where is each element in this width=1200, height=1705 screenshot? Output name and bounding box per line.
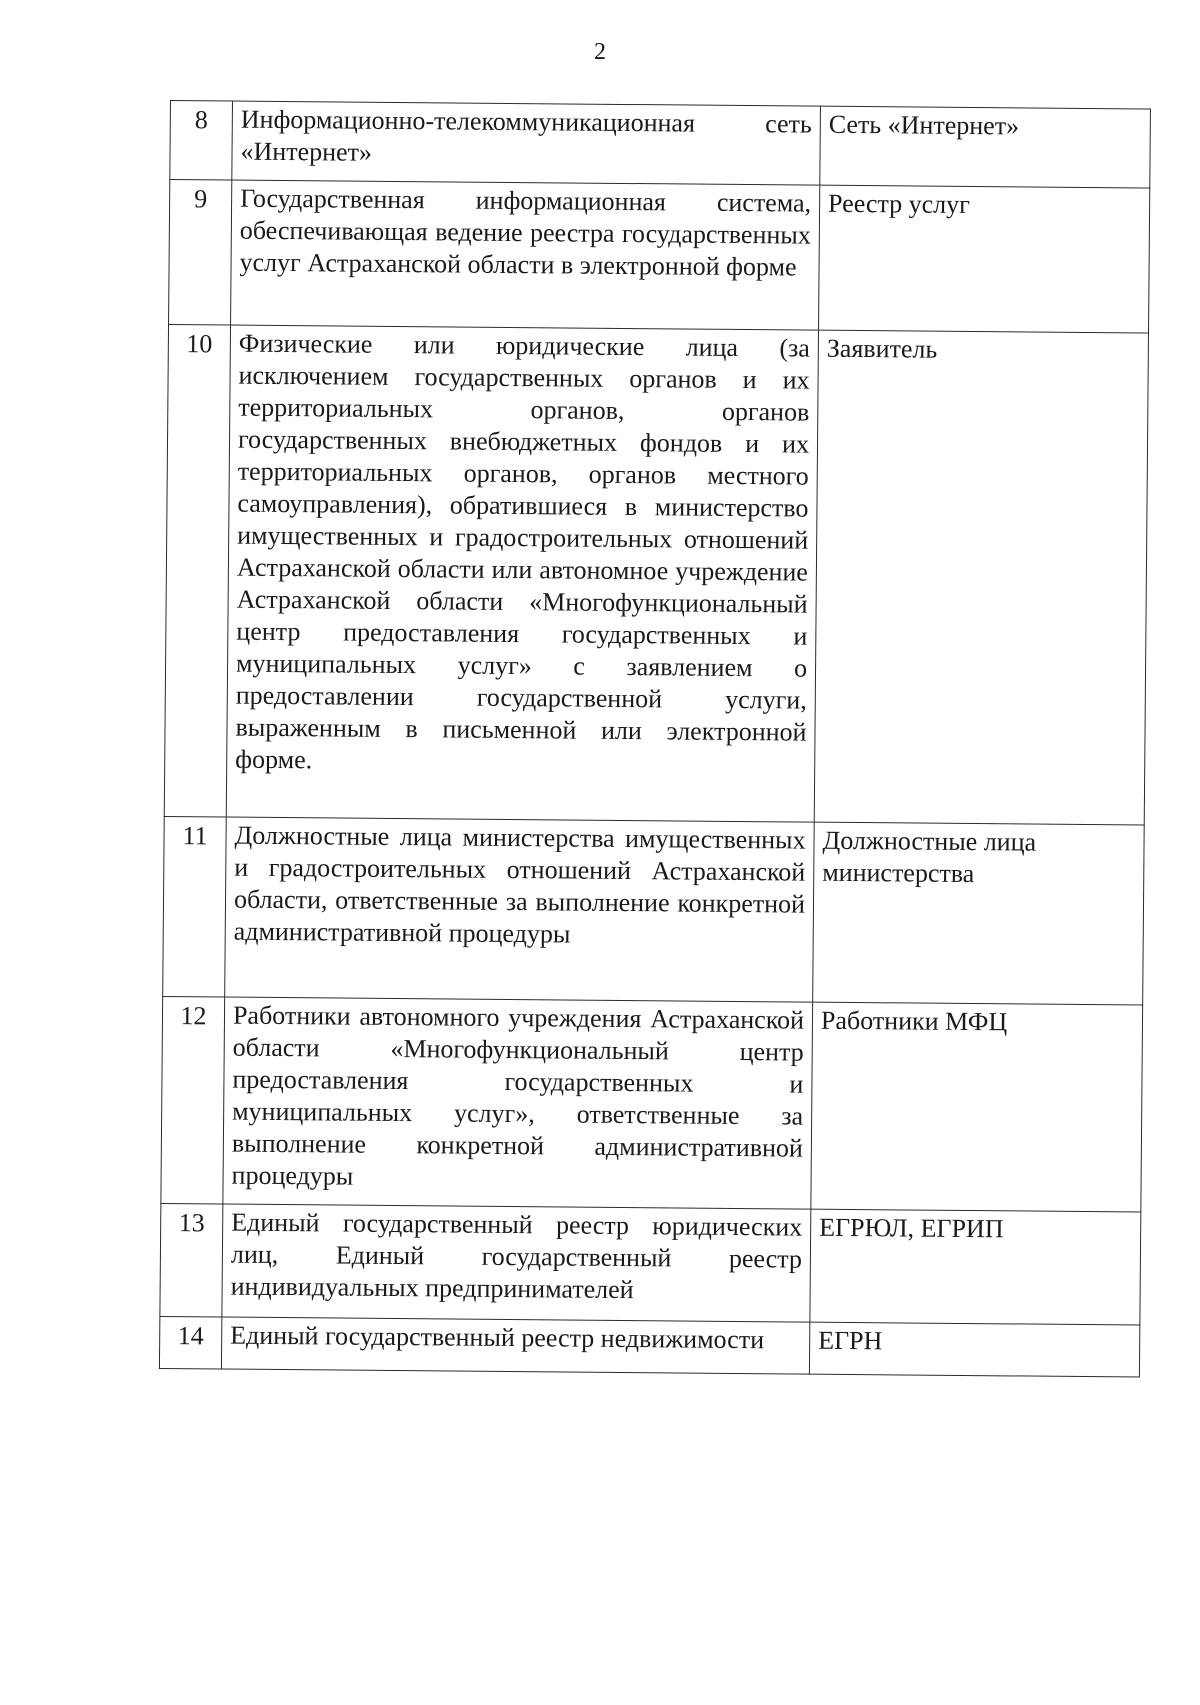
row-number: 10	[164, 324, 230, 817]
term-text: Государственная информационная система, обеспечивающая ведение реестра государственных услуг Астраханской области в электронной форме	[231, 180, 820, 330]
definitions-table	[159, 100, 1151, 1378]
table-row	[160, 1203, 1141, 1325]
table-row	[159, 1316, 1139, 1377]
page-number: 2	[594, 39, 606, 65]
row-number: 8	[170, 101, 233, 181]
abbreviation-text: ЕГРЮЛ, ЕГРИП	[810, 1209, 1141, 1325]
abbreviation-text: Реестр услуг	[819, 185, 1150, 333]
row-number: 12	[161, 996, 225, 1204]
table-row	[164, 324, 1148, 825]
table-row	[169, 180, 1150, 334]
abbreviation-text: Сеть «Интернет»	[820, 106, 1151, 188]
abbreviation-text: Заявитель	[814, 330, 1148, 825]
abbreviation-text: Должностные лица министерства	[813, 822, 1145, 1005]
row-number: 14	[159, 1316, 221, 1369]
abbreviation-text: Работники МФЦ	[811, 1002, 1143, 1212]
term-text: Единый государственный реестр юридических лиц, Единый государственный реестр индивидуальных предпринимателей	[222, 1204, 811, 1322]
term-text: Должностные лица министерства имущественных и градостроительных отношений Астраханской области, ответственные за выполнение конкретной административной процедуры	[225, 817, 815, 1002]
row-number: 9	[169, 180, 232, 326]
term-text: Информационно-телекоммуникационная сеть «Интернет»	[232, 101, 821, 185]
row-number: 11	[163, 816, 227, 997]
row-number: 13	[160, 1203, 223, 1317]
table-row	[161, 996, 1143, 1212]
table-row	[170, 101, 1151, 189]
table-row	[163, 816, 1145, 1005]
abbreviation-text: ЕГРН	[809, 1322, 1139, 1377]
term-text: Работники автономного учреждения Астраханской области «Многофункциональный центр предоставления государственных и муниципальных услуг», ответственные за выполнение конкретной административной процедуры	[223, 997, 813, 1209]
term-text: Физические или юридические лица (за исключением государственных органов и их территориальных органов, органов государственных внебюджетных фондов и их территориальных органов, органов местного самоуправления), обратившиеся в министерство имущественных и градостроительных отношений Астраханской области или автономное учреждение Астраханской области «Многофункциональный центр предоставления государственных и муниципальных услуг» с заявлением о предоставлении государственной услуги, выраженным в письменной или электронной форме.	[226, 325, 818, 822]
term-text: Единый государственный реестр недвижимости	[221, 1317, 809, 1374]
